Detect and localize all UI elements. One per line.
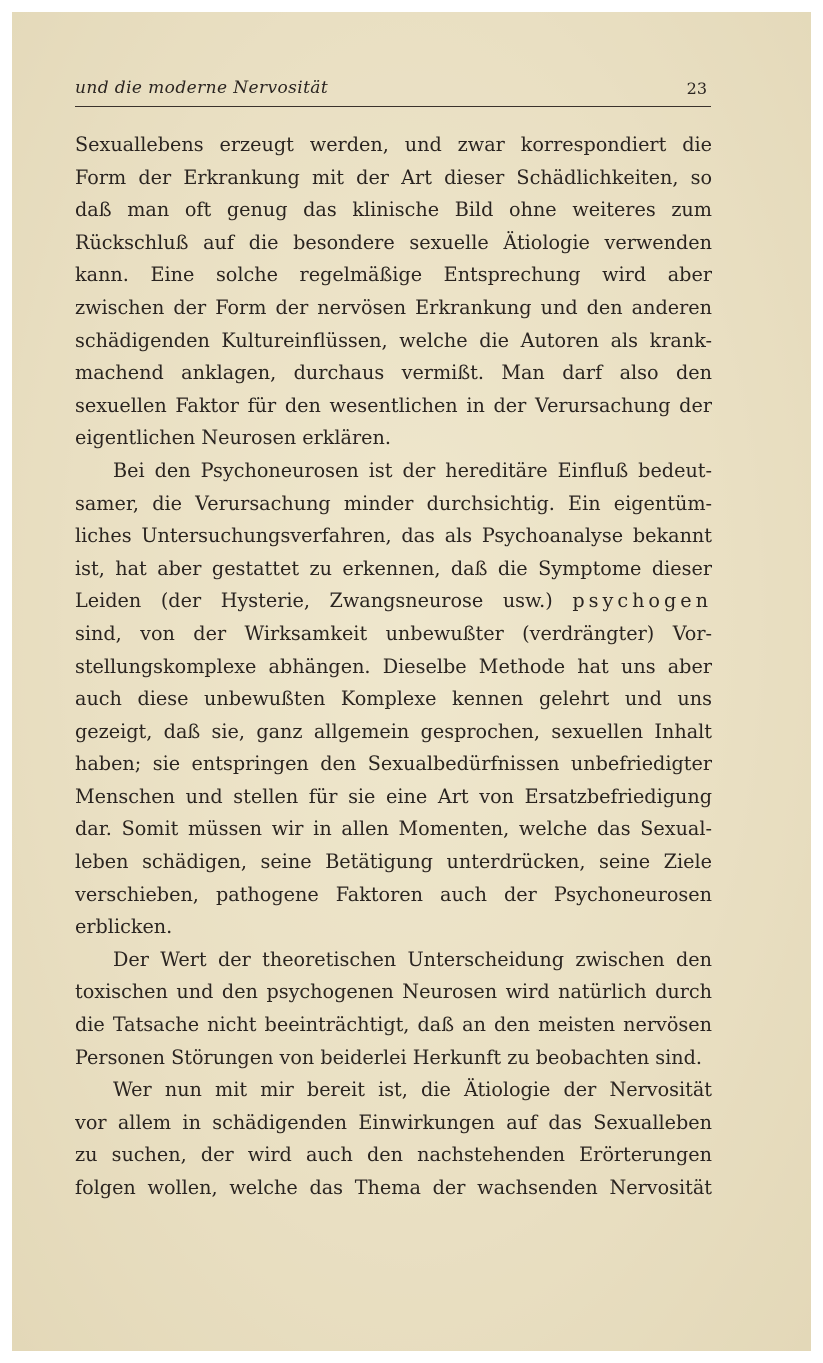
book-page xyxy=(12,12,811,1351)
text-line: Personen Störungen von beiderlei Herkunft zu beobachten sind. xyxy=(75,1045,703,1069)
text-line: liches Untersuchungsverfahren, das als Psychoanalyse bekannt xyxy=(75,524,712,548)
text-line: machend anklagen, durchaus vermißt. Man darf also den xyxy=(75,361,712,385)
text-line: sind, von der Wirksamkeit unbewußter (verdrängter) Vor- xyxy=(75,621,712,645)
text-line: leben schädigen, seine Betätigung unterdrücken, seine Ziele xyxy=(75,850,712,874)
text-line: eigentlichen Neurosen erklären. xyxy=(75,426,391,450)
text-line: dar. Somit müssen wir in allen Momenten, welche das Sexual- xyxy=(75,817,712,841)
text-line: daß man oft genug das klinische Bild ohne weiteres zum xyxy=(75,198,712,222)
text-line: Menschen und stellen für sie eine Art von Ersatzbefriedigung xyxy=(75,784,712,808)
text-line: samer, die Verursachung minder durchsichtig. Ein eigentüm- xyxy=(75,491,712,515)
text-line: Bei den Psychoneurosen ist der hereditäre Einfluß bedeut- xyxy=(113,458,712,482)
text-line: kann. Eine solche regelmäßige Entsprechung wird aber xyxy=(75,263,712,287)
text-line: verschieben, pathogene Faktoren auch der Psychoneurosen xyxy=(75,882,712,906)
text-line: stellungskomplexe abhängen. Dieselbe Methode hat uns aber xyxy=(75,654,712,678)
text-line-with-emphasis xyxy=(75,585,712,618)
text-line: auch diese unbewußten Komplexe kennen gelehrt und uns xyxy=(75,687,712,711)
text-line: vor allem in schädigenden Einwirkungen auf das Sexualleben xyxy=(75,1110,712,1134)
emphasized-word: psychogen xyxy=(572,589,712,613)
text-line: zu suchen, der wird auch den nachstehenden Erörterungen xyxy=(75,1143,712,1167)
text-line: schädigenden Kultureinflüssen, welche die Autoren als krank- xyxy=(75,328,712,352)
body-text xyxy=(75,129,712,1205)
text-line: folgen wollen, welche das Thema der wachsenden Nervosität xyxy=(75,1176,712,1199)
page-number: 23 xyxy=(686,79,707,98)
running-header xyxy=(75,78,711,107)
text-line: Form der Erkrankung mit der Art dieser Schädlichkeiten, so xyxy=(75,165,712,189)
text-segment: Leiden (der Hysterie, Zwangsneurose usw.) xyxy=(75,589,553,613)
text-line: Wer nun mit mir bereit ist, die Ätiologie der Nervosität xyxy=(113,1078,712,1102)
text-line: zwischen der Form der nervösen Erkrankung und den anderen xyxy=(75,295,712,319)
running-title: und die moderne Nervosität xyxy=(75,78,329,98)
text-line: Der Wert der theoretischen Unterscheidung zwischen den xyxy=(113,947,712,971)
text-line: ist, hat aber gestattet zu erkennen, daß die Symptome dieser xyxy=(75,556,712,580)
text-line: Sexuallebens erzeugt werden, und zwar korrespondiert die xyxy=(75,133,712,156)
text-line: sexuellen Faktor für den wesentlichen in der Verursachung der xyxy=(75,393,712,417)
text-line: gezeigt, daß sie, ganz allgemein gesprochen, sexuellen Inhalt xyxy=(75,719,712,743)
text-line: toxischen und den psychogenen Neurosen wird natürlich durch xyxy=(75,980,712,1004)
text-line: haben; sie entspringen den Sexualbedürfnissen unbefriedigter xyxy=(75,752,712,776)
text-line: Rückschluß auf die besondere sexuelle Ätiologie verwenden xyxy=(75,230,712,254)
text-line: die Tatsache nicht beeinträchtigt, daß an den meisten nervösen xyxy=(75,1013,712,1037)
text-line: erblicken. xyxy=(75,915,173,939)
